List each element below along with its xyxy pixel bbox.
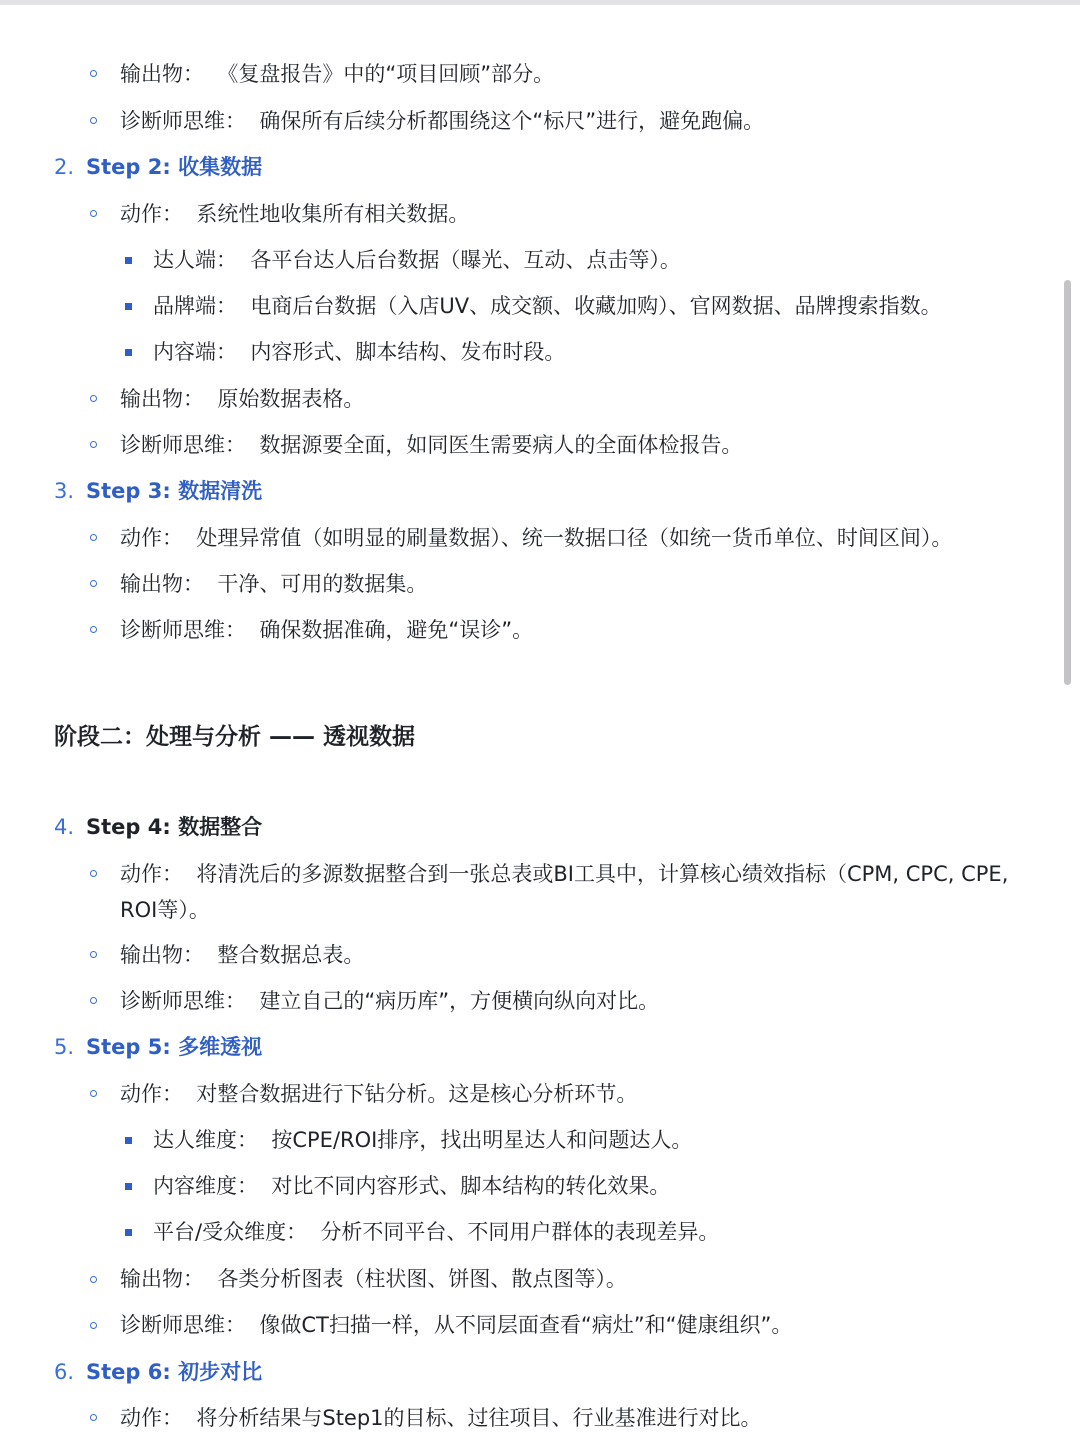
item-label: 动作：: [120, 202, 183, 226]
item-label: 诊断师思维：: [120, 433, 246, 457]
item-label: 输出物：: [120, 572, 204, 596]
item-text: 将分析结果与Step1的目标、过往项目、行业基准进行对比。: [196, 1406, 762, 1430]
step-number: 4.: [54, 815, 75, 839]
bullet-circle: [90, 1276, 97, 1283]
bullet-circle: [90, 441, 97, 448]
bullet-circle: [90, 534, 97, 541]
item-label: 内容维度：: [153, 1174, 258, 1198]
list-item-s2-content: [153, 335, 565, 369]
list-item-s2-output: [120, 382, 364, 416]
item-text: 处理异常值（如明显的刷量数据）、统一数据口径（如统一货币单位、时间区间）。: [196, 526, 953, 550]
bullet-square: [125, 1229, 132, 1236]
list-item-s5-platform: [153, 1215, 719, 1249]
step-5-title[interactable]: Step 5: 多维透视: [86, 1035, 263, 1059]
item-label: 诊断师思维：: [120, 109, 246, 133]
item-label: 达人维度：: [153, 1128, 258, 1152]
bullet-square: [125, 1137, 132, 1144]
item-text: 电商后台数据（入店UV、成交额、收藏加购）、官网数据、品牌搜索指数。: [250, 294, 942, 318]
list-item-s5-action: [120, 1077, 637, 1111]
list-item-s2-kol: [153, 243, 681, 277]
step-3-title[interactable]: Step 3: 数据清洗: [86, 479, 263, 503]
item-label: 输出物：: [120, 943, 204, 967]
list-item-s4-output: [120, 938, 364, 972]
bullet-circle: [90, 1090, 97, 1097]
bullet-circle: [90, 870, 97, 877]
step-number: 3.: [54, 479, 75, 503]
step-number: 6.: [54, 1360, 75, 1384]
bullet-circle: [90, 210, 97, 217]
phase-heading: 阶段二：处理与分析 —— 透视数据: [54, 724, 416, 750]
item-label: 输出物：: [120, 62, 204, 86]
list-item-s1-mind: [120, 104, 764, 138]
item-text: 分析不同平台、不同用户群体的表现差异。: [320, 1220, 720, 1244]
item-label: 达人端：: [153, 248, 237, 272]
item-text: 对比不同内容形式、脚本结构的转化效果。: [271, 1174, 671, 1198]
item-label: 内容端：: [153, 340, 237, 364]
item-label: 动作：: [120, 862, 183, 886]
bullet-square: [125, 303, 132, 310]
list-item-s2-action: [120, 197, 469, 231]
bullet-circle: [90, 997, 97, 1004]
list-item-s5-mind: [120, 1308, 792, 1342]
item-text: 内容形式、脚本结构、发布时段。: [250, 340, 566, 364]
bullet-circle: [90, 395, 97, 402]
bullet-circle: [90, 70, 97, 77]
bullet-square: [125, 349, 132, 356]
list-item-s2-mind: [120, 428, 742, 462]
bullet-circle: [90, 1414, 97, 1421]
item-label: 诊断师思维：: [120, 618, 246, 642]
item-text: 确保数据准确，避免“误诊”。: [259, 618, 534, 642]
bullet-square: [125, 1183, 132, 1190]
item-text: 整合数据总表。: [217, 943, 365, 967]
item-label: 动作：: [120, 1082, 183, 1106]
item-text: 建立自己的“病历库”，方便横向纵向对比。: [259, 989, 660, 1013]
list-item-s4-action: [120, 856, 1025, 928]
bullet-square: [125, 257, 132, 264]
item-label: 输出物：: [120, 387, 204, 411]
list-item-s2-brand: [153, 289, 942, 323]
item-label: 诊断师思维：: [120, 989, 246, 1013]
list-item-s4-mind: [120, 984, 659, 1018]
bullet-circle: [90, 117, 97, 124]
step-4-title: Step 4: 数据整合: [86, 815, 263, 839]
list-item-s5-kol: [153, 1123, 692, 1157]
item-text: 对整合数据进行下钻分析。这是核心分析环节。: [196, 1082, 638, 1106]
scrollbar-thumb[interactable]: [1064, 280, 1071, 685]
list-item-s3-action: [120, 521, 952, 555]
item-label: 动作：: [120, 1406, 183, 1430]
item-label: 输出物：: [120, 1267, 204, 1291]
bullet-circle: [90, 951, 97, 958]
item-text: 确保所有后续分析都围绕这个“标尺”进行，避免跑偏。: [259, 109, 765, 133]
item-label: 平台/受众维度：: [153, 1220, 308, 1244]
list-item-s6-action: [120, 1401, 762, 1435]
bullet-circle: [90, 626, 97, 633]
item-label: 品牌端：: [153, 294, 237, 318]
list-item-s5-output: [120, 1262, 627, 1296]
bullet-circle: [90, 1322, 97, 1329]
item-text: 各类分析图表（柱状图、饼图、散点图等）。: [217, 1267, 627, 1291]
step-number: 5.: [54, 1035, 75, 1059]
list-item-s3-output: [120, 567, 427, 601]
item-text: 原始数据表格。: [217, 387, 365, 411]
item-text: 像做CT扫描一样，从不同层面查看“病灶”和“健康组织”。: [259, 1313, 793, 1337]
step-6-title[interactable]: Step 6: 初步对比: [86, 1360, 263, 1384]
list-item-s3-mind: [120, 613, 533, 647]
item-label: 诊断师思维：: [120, 1313, 246, 1337]
item-text: 《复盘报告》中的“项目回顾”部分。: [217, 62, 555, 86]
item-label: 动作：: [120, 526, 183, 550]
list-item-s1-output: [120, 57, 554, 91]
item-text: 系统性地收集所有相关数据。: [196, 202, 470, 226]
step-2-title[interactable]: Step 2: 收集数据: [86, 155, 263, 179]
item-text: 将清洗后的多源数据整合到一张总表或BI工具中，计算核心绩效指标（CPM, CPC, CPE, ROI等）。: [120, 862, 1009, 922]
item-text: 各平台达人后台数据（曝光、互动、点击等）。: [250, 248, 681, 272]
item-text: 干净、可用的数据集。: [217, 572, 428, 596]
item-text: 数据源要全面，如同医生需要病人的全面体检报告。: [259, 433, 743, 457]
item-text: 按CPE/ROI排序，找出明星达人和问题达人。: [271, 1128, 693, 1152]
step-number: 2.: [54, 155, 75, 179]
list-item-s5-content: [153, 1169, 670, 1203]
bullet-circle: [90, 580, 97, 587]
